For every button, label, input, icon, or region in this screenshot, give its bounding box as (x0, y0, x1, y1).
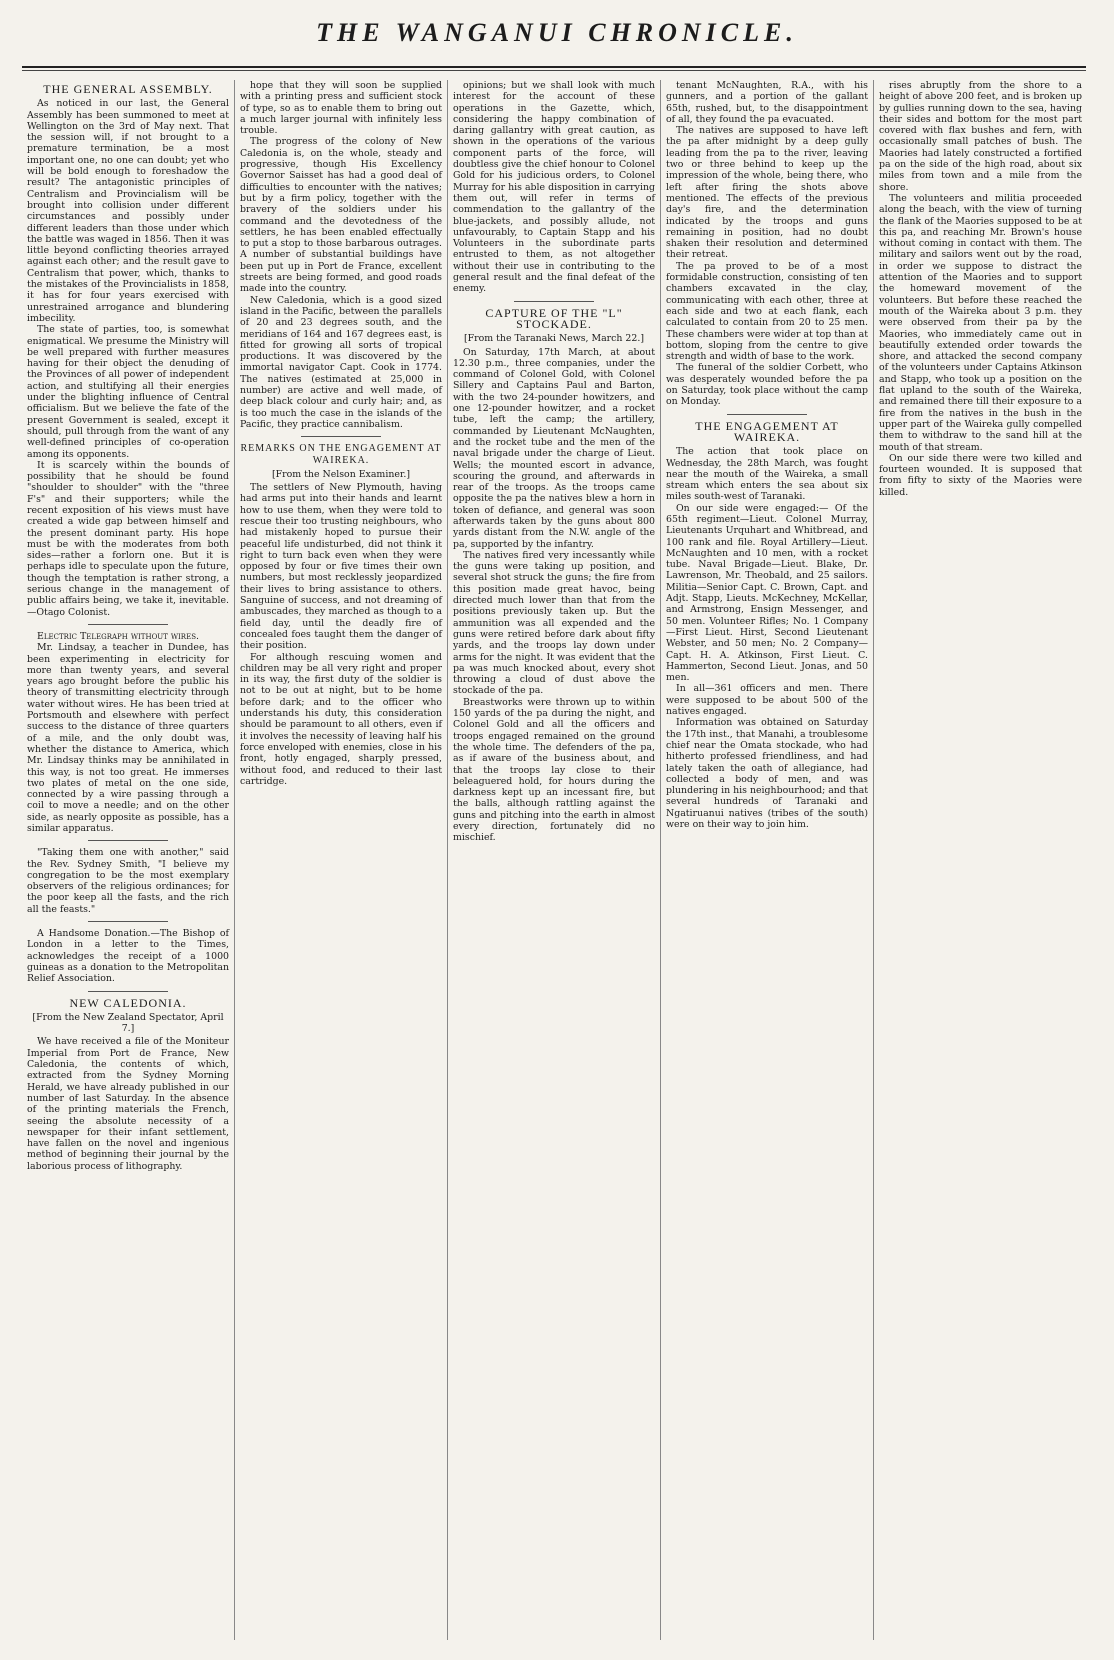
column-divider (88, 840, 169, 841)
paragraph: "Taking them one with another," said the Rev. Sydney Smith, "I believe my congregation to be the most exemplary observers of the religious ordinances; for the poor keep all the fasts, and the rich all the feasts." (27, 847, 229, 915)
source-note: [From the New Zealand Spectator, April 7.] (32, 1011, 224, 1035)
headline-engagement-waireka: THE ENGAGEMENT AT WAIREKA. (695, 418, 839, 444)
paragraph: It is scarcely within the bounds of possibility that he should be found "shoulder to shoulder" with the "three F's" and their supporters; while the recent exposition of his views must have created a wide gap between himself and the present dominant party. His hope must be with the moderates from both sides—rather a forlorn one. But it is perhaps idle to speculate upon the future, though the temptation is rather strong, a serious change in the management of public affairs being, we take it, inevitable.—Otago Colonist. (27, 459, 229, 618)
headline-remarks-engagement: REMARKS ON THE ENGAGEMENT AT WAIREKA. (240, 443, 442, 466)
paragraph: rises abruptly from the shore to a height of above 200 feet, and is broken up by gullies running down to the sea, having their sides and bottom for the most part covered with flax bushes and fern, with occasionally small patches of bush. The Maories had lately constructed a fortified pa on the side of the high road, about six miles from town and a mile from the shore. (879, 80, 1082, 193)
column-divider (301, 436, 382, 437)
paragraph: tenant McNaughten, R.A., with his gunners, and a portion of the gallant 65th, rushed, but, to the disappointment of all, they found the pa evacuated. (666, 80, 868, 125)
column-divider (88, 921, 169, 922)
source-note: [From the Taranaki News, March 22.] (463, 333, 644, 345)
column-divider (514, 301, 595, 302)
paragraph: On our side were engaged:— Of the 65th regiment—Lieut. Colonel Murray, Lieutenants Urquhart and Whitbread, and 100 rank and file. Royal Artillery—Lieut. McNaughten and 10 men, with a rocket tube. Naval Brigade—Lieut. Blake, Dr. Lawrenson, Mr. Theobald, and 25 sailors. Militia—Senior Capt. C. Brown, Capt. and Adjt. Stapp, Lieuts. McKechney, McKellar, and Armstrong, Ensign Messenger, and 50 men. Volunteer Rifles; No. 1 Company—First Lieut. Hirst, Second Lieutenant Webster, and 50 men; No. 2 Company—Capt. H. A. Atkinson, First Lieut. C. Hammerton, Second Lieut. Jonas, and 50 men. (666, 502, 868, 684)
column-4 (661, 80, 874, 1640)
paragraph: The progress of the colony of New Caledonia is, on the whole, steady and progressive, though His Excellency Governor Saisset has had a good deal of difficulties to encounter with the natives; but by a firm policy, together with the bravery of the soldiers under his command and the devotedness of the settlers, he has been enabled effectually to put a stop to those barbarous outrages. A number of substantial buildings have been put up in Port de France, excellent streets are being formed, and good roads made into the country. (240, 136, 442, 295)
paragraph: The state of parties, too, is somewhat enigmatical. We presume the Ministry will be well prepared with further measures having for their object the denuding of the Provinces of all power of independent action, and stultifying all their energies under the blighting influence of Central officialism. But we believe the fate of the present Government is sealed, except it should, pull through from the want of any well-defined principles of co-operation among its opponents. (27, 324, 229, 460)
paragraph: For although rescuing women and children may be all very right and proper in its way, the first duty of the soldier is not to be out at night, but to be home before dark; and to the officer who understands his duty, this consideration should be paramount to all others, even if it involves the necessity of leaving half his force enveloped with enemies, close in his front, hotly engaged, sharply pressed, without food, and reduced to their last cartridge. (240, 651, 442, 787)
paragraph: opinions; but we shall look with much interest for the account of these operations in the Gazette, which, considering the happy combination of daring gallantry with great caution, as shown in the operations of the various component parts of the force, will doubtless give the chief honour to Colonel Gold for his judicious orders, to Colonel Murray for his able disposition in carrying them out, will refer in terms of commendation to the gallantry of the blue-jackets, and possibly allude, not unfavourably, to Captain Stapp and his Volunteers in the subordinate parts entrusted to them, as not altogether without their use in contributing to the general result and the final defeat of the enemy. (453, 80, 655, 295)
paragraph: On Saturday, 17th March, at about 12.30 p.m., three companies, under the command of Colonel Gold, with Colonel Sillery and Captains Paul and Barton, with the two 24-pounder howitzers, and one 12-pounder howitzer, and a rocket tube, left the camp; the artillery, commanded by Lieutenant McNaughten, and the rocket tube and the men of the naval brigade under the charge of Lieut. Wells; the mounted escort in advance, scouring the ground, and afterwards in rear of the troops. As the troops came opposite the pa the natives blew a horn in token of defiance, and general was soon afterwards taken by the guns about 800 yards distant from the N.W. angle of the pa, supported by the infantry. (453, 346, 655, 550)
headline-new-caledonia: NEW CALEDONIA. (69, 995, 187, 1010)
article-columns (22, 80, 1088, 1640)
masthead-rule-thin (22, 70, 1086, 71)
source-note: [From the Nelson Examiner.] (272, 468, 410, 480)
column-5 (874, 80, 1087, 1640)
column-1 (22, 80, 235, 1640)
paragraph: The pa proved to be of a most formidable construction, consisting of ten chambers excavated in the clay, communicating with each other, three at each side and two at each flank, each calculated to contain from 20 to 25 men. These chambers were wider at top than at bottom, sloping from the centre to give strength and width of base to the work. (666, 260, 868, 363)
paragraph: hope that they will soon be supplied with a printing press and sufficient stock of type, so as to enable them to bring out a much larger journal with infinitely less trouble. (240, 80, 442, 137)
paragraph: Mr. Lindsay, a teacher in Dundee, has been experimenting in electricity for more than twenty years, and several years ago brought before the public his theory of transmitting electricity through water without wires. He has been tried at Portsmouth and elsewhere with perfect success to the distance of three quarters of a mile, and the only doubt was, whether the distance to America, which Mr. Lindsay thinks may be annihilated in this way, is not too great. He immerses two plates of metal on the one side, connected by a wire passing through a coil to move a needle; and on the other side, as nearly opposite as possible, has a similar apparatus. (27, 642, 229, 834)
masthead-rule (22, 66, 1086, 68)
paragraph: Breastworks were thrown up to within 150 yards of the pa during the night, and Colonel Gold and all the officers and troops engaged remained on the ground the whole time. The defenders of the pa, as if aware of the business about, and that the troops lay close to their beleaguered hold, for hours during the darkness kept up an incessant fire, but the balls, although rattling against the guns and pitching into the earth in almost every direction, fortunately did no mischief. (453, 696, 655, 844)
paragraph: New Caledonia, which is a good sized island in the Pacific, between the parallels of 20 and 23 degrees south, and the meridians of 164 and 167 degrees east, is fitted for growing all sorts of tropical productions. It was discovered by the immortal navigator Capt. Cook in 1774. The natives (estimated at 25,000 in number) are active and well made, of deep black colour and curly hair; and, as is too much the case in the islands of the Pacific, they practice cannibalism. (240, 294, 442, 430)
masthead-title: THE WANGANUI CHRONICLE. (316, 18, 798, 47)
masthead (0, 18, 1114, 66)
headline-capture-stockade: CAPTURE OF THE "L" STOCKADE. (485, 305, 623, 331)
paragraph: The action that took place on Wednesday, the 28th March, was fought near the mouth of the Waireka, a small stream which enters the sea about six miles south-west of Taranaki. (666, 446, 868, 503)
column-divider (88, 991, 169, 992)
subhead-electric-telegraph: Electric Telegraph without wires. (37, 630, 199, 642)
paragraph: The volunteers and militia proceeded along the beach, with the view of turning the flank of the Maories supposed to be at this pa, and reaching Mr. Brown's house without coming in contact with them. The military and sailors went out by the road, in order we suppose to distract the attention of the Maories and to support the homeward movement of the volunteers. But before these reached the mouth of the Waireka about 3 p.m. they were observed from their pa by the Maories, who immediately came out in beautifully extended order towards the shore, and attacked the second company of the volunteers under Captains Atkinson and Stapp, who took up a position on the flat upland to the south of the Waireka, and remained there till their exposure to a fire from the natives in the bush in the upper part of the Waireka gully compelled them to withdraw to the sand hill at the mouth of that stream. (879, 192, 1082, 453)
paragraph: The natives fired very incessantly while the guns were taking up position, and several shot struck the guns; the fire from this position made great havoc, being directed much lower than that from the positions previously taken up. But the ammunition was all expended and the guns were retired before dark about fifty yards, and the troops lay down under arms for the night. It was evident that the pa was much knocked about, every shot throwing a cloud of dust above the stockade of the pa. (453, 549, 655, 697)
paragraph: The settlers of New Plymouth, having had arms put into their hands and learnt how to use them, when they were told to rescue their too trusting neighbours, who had mistakenly hoped to pursue their peaceful life undisturbed, did not think it right to turn back even when they were opposed by four or five times their own numbers, but most recklessly jeopardized their lives to bring assistance to others. Sanguine of success, and not dreaming of ambuscades, they marched as though to a field day, until the deadly fire of concealed foes taught them the danger of their position. (240, 482, 442, 652)
column-divider (88, 624, 169, 625)
column-3 (448, 80, 661, 1640)
paragraph: A Handsome Donation.—The Bishop of London in a letter to the Times, acknowledges the receipt of a 1000 guineas as a donation to the Metropolitan Relief Association. (27, 928, 229, 985)
paragraph: On our side there were two killed and fourteen wounded. It is supposed that from fifty to sixty of the Maories were killed. (879, 452, 1082, 498)
column-divider (727, 414, 808, 415)
headline-general-assembly: THE GENERAL ASSEMBLY. (43, 82, 213, 96)
paragraph: We have received a file of the Moniteur Imperial from Port de France, New Caledonia, the contents of which, extracted from the Sydney Morning Herald, we have already published in our number of last Saturday. In the absence of the printing materials the French, seeing the absolute necessity of a newspaper for their infant settlement, have fallen on the novel and ingenious method of beginning their journal by the laborious process of lithography. (27, 1036, 229, 1172)
paragraph: Information was obtained on Saturday the 17th inst., that Manahi, a troublesome chief near the Omata stockade, who had hitherto professed friendliness, and had lately taken the oath of allegiance, had collected a body of men, and was plundering in his neighbourhood; and that several hundreds of Taranaki and Ngatiruanui natives (tribes of the south) were on their way to join him. (666, 717, 868, 830)
paragraph: The funeral of the soldier Corbett, who was desperately wounded before the pa on Saturday, took place without the camp on Monday. (666, 362, 868, 408)
column-2 (235, 80, 448, 1640)
paragraph: In all—361 officers and men. There were supposed to be about 500 of the natives engaged. (666, 683, 868, 718)
paragraph: As noticed in our last, the General Assembly has been summoned to meet at Wellington on the 3rd of May next. That the session will, if not brought to a premature termination, be a most important one, no one can doubt; yet who will be bold enough to foreshadow the result? The antagonistic principles of Centralism and Provincialism will be brought into collision under different circumstances and possibly under different leaders than those under which the battle was waged in 1856. Then it was little beyond conflicting theories arrayed against each other; and the result gave to Centralism that power, which, thanks to the mistakes of the Provincialists in 1858, it has for four years exercised with unrestrained arrogance and blundering imbecility. (27, 98, 229, 324)
paragraph: The natives are supposed to have left the pa after midnight by a deep gully leading from the pa to the river, leaving two or three behind to keep up the impression of the whole, being there, who left after firing the shots above mentioned. The effects of the previous day's fire, and the determination indicated by the troops and guns remaining in position, had no doubt shaken their resolution and determined their retreat. (666, 125, 868, 261)
